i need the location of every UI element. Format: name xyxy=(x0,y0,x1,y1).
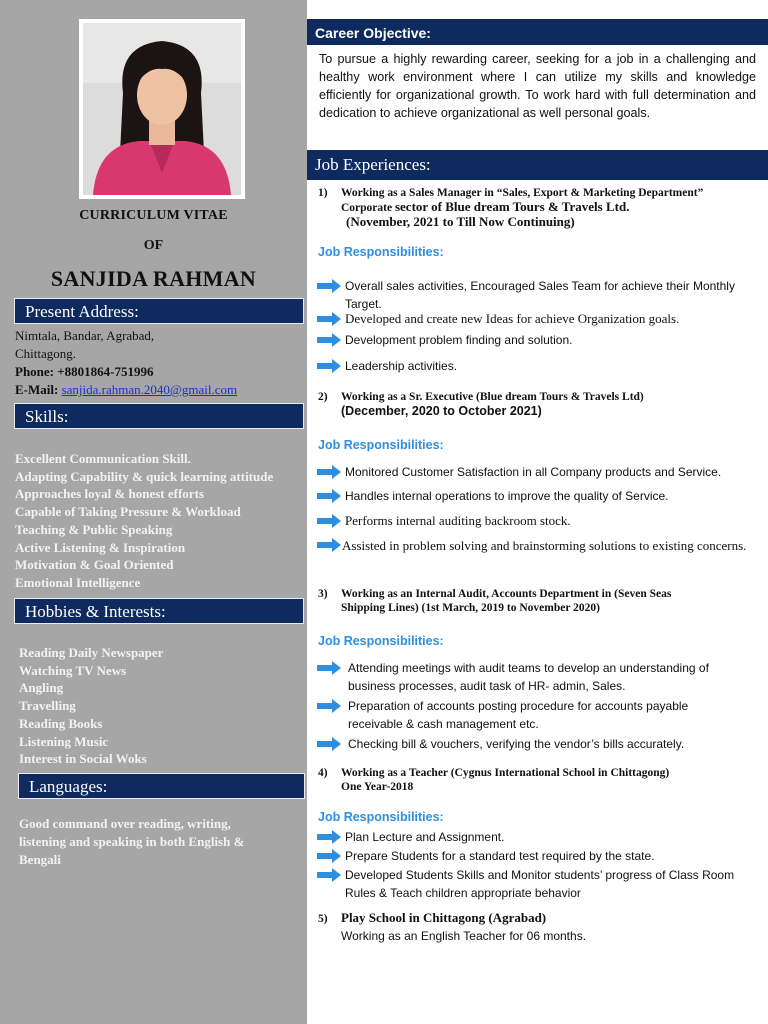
responsibility-item xyxy=(317,735,757,753)
responsibility-text: Performs internal auditing backroom stock. xyxy=(345,513,571,528)
responsibility-text: Development problem finding and solution. xyxy=(345,333,573,347)
hobby-item: Watching TV News xyxy=(19,662,127,678)
hobby-item: Interest in Social Woks xyxy=(19,751,147,767)
job-5-description: Working as an English Teacher for 06 months. xyxy=(341,929,587,943)
hobby-item: Travelling xyxy=(19,698,76,714)
right-arrow-icon xyxy=(317,312,341,326)
skill-item: Approaches loyal & honest efforts xyxy=(15,486,204,502)
responsibility-item xyxy=(317,535,757,557)
skill-item: Motivation & Goal Oriented xyxy=(15,557,174,573)
right-arrow-icon xyxy=(317,737,341,751)
job-number: 3) xyxy=(318,588,328,600)
job-number: 4) xyxy=(318,767,328,779)
job-title: Working as a Teacher (Cygnus International School in Chittagong) xyxy=(341,767,670,779)
email-label: E-Mail: xyxy=(15,382,62,397)
hobby-item: Angling xyxy=(19,680,64,696)
skill-item: Active Listening & Inspiration xyxy=(15,539,186,555)
responsibility-item xyxy=(317,277,757,313)
job-number: 5) xyxy=(318,913,328,925)
objective-heading: Career Objective: xyxy=(307,19,768,45)
responsibility-item xyxy=(317,866,737,902)
job-title: Working as an Internal Audit, Accounts Department in (Seven Seas xyxy=(341,588,672,600)
responsibility-item xyxy=(317,487,757,505)
hobby-item: Reading Daily Newspaper xyxy=(19,645,164,660)
objective-text: To pursue a highly rewarding career, seeking for a job in a challenging and healthy work environment where I can utilize my skills and knowledge efficiently for organizational growth. To work hard with full determination and dedication to achieve organizational as well personal goals. xyxy=(319,52,756,120)
responsibility-item xyxy=(317,512,757,530)
email-row xyxy=(15,381,237,399)
address-heading: Present Address: xyxy=(14,298,304,324)
responsibilities-label: Job Responsibilities: xyxy=(318,634,444,648)
email-link[interactable]: sanjida.rahman.2040@gmail.com xyxy=(61,382,238,397)
responsibility-text: Attending meetings with audit teams to develop an understanding of business processes, audit task of HR- admin, Sales. xyxy=(348,661,709,693)
responsibility-text: Monitored Customer Satisfaction in all Company products and Service. xyxy=(345,465,722,479)
responsibility-text: Plan Lecture and Assignment. xyxy=(345,830,505,844)
job-3-header xyxy=(318,587,758,615)
right-arrow-icon xyxy=(317,514,341,528)
right-arrow-icon xyxy=(317,465,341,479)
right-arrow-icon xyxy=(317,849,341,863)
responsibility-text: Preparation of accounts posting procedure for accounts payable receivable & cash management etc. xyxy=(348,699,689,731)
job-company-dates: Shipping Lines) (1st March, 2019 to November 2020) xyxy=(341,602,600,614)
right-arrow-icon xyxy=(317,661,341,675)
responsibility-item xyxy=(317,847,757,865)
responsibility-item xyxy=(317,310,757,328)
job-title: Working as a Sr. Executive (Blue dream Tours & Travels Ltd) xyxy=(341,391,644,403)
skill-item: Adapting Capability & quick learning attitude xyxy=(15,468,274,484)
address-line: Chittagong. xyxy=(15,346,77,361)
responsibilities-label: Job Responsibilities: xyxy=(318,438,444,452)
cv-title: CURRICULUM VITAE xyxy=(79,208,228,223)
right-arrow-icon xyxy=(317,489,341,503)
skill-item: Emotional Intelligence xyxy=(15,574,141,590)
experience-heading: Job Experiences: xyxy=(307,150,768,180)
address-block xyxy=(15,327,237,399)
right-arrow-icon xyxy=(317,830,341,844)
responsibility-text: Prepare Students for a standard test required by the state. xyxy=(345,849,655,863)
responsibility-text: Handles internal operations to improve the quality of Service. xyxy=(345,489,669,503)
languages-heading: Languages: xyxy=(18,773,305,799)
skills-heading: Skills: xyxy=(14,403,304,429)
job-4-header xyxy=(318,766,758,794)
job-2-header xyxy=(318,390,758,418)
profile-photo xyxy=(79,19,245,199)
responsibility-text: Developed Students Skills and Monitor students’ progress of Class Room Rules & Teach children appropriate behavior xyxy=(345,868,735,900)
skill-item: Excellent Communication Skill. xyxy=(15,451,191,466)
responsibility-text: Developed and create new Ideas for achieve Organization goals. xyxy=(345,311,680,326)
hobby-item: Listening Music xyxy=(19,733,109,749)
cv-of: OF xyxy=(143,238,164,253)
job-dates: (December, 2020 to October 2021) xyxy=(341,404,542,418)
responsibilities-label: Job Responsibilities: xyxy=(318,245,444,259)
right-arrow-icon xyxy=(317,868,341,882)
responsibility-item xyxy=(317,828,757,846)
job-title: Working as a Sales Manager in “Sales, Export & Marketing Department” xyxy=(341,187,704,199)
responsibility-text: Overall sales activities, Encouraged Sales Team for achieve their Monthly Target. xyxy=(345,279,735,311)
skill-item: Capable of Taking Pressure & Workload xyxy=(15,504,241,520)
responsibility-item xyxy=(317,659,737,695)
job-number: 2) xyxy=(318,391,328,403)
right-arrow-icon xyxy=(317,538,341,552)
skill-item: Teaching & Public Speaking xyxy=(15,521,173,537)
responsibility-text: Assisted in problem solving and brainstorming solutions to existing concerns. xyxy=(342,538,747,553)
address-line: Nimtala, Bandar, Agrabad, xyxy=(15,328,155,343)
job-title: Play School in Chittagong (Agrabad) xyxy=(341,910,547,925)
responsibilities-label: Job Responsibilities: xyxy=(318,810,444,824)
job-company: sector of Blue dream Tours & Travels Ltd. xyxy=(394,199,630,214)
right-arrow-icon xyxy=(317,333,341,347)
hobby-item: Reading Books xyxy=(19,715,103,731)
phone: Phone: +8801864-751996 xyxy=(15,364,154,379)
responsibility-text: Leadership activities. xyxy=(345,359,458,373)
responsibility-item xyxy=(317,331,757,349)
hobbies-heading: Hobbies & Interests: xyxy=(14,598,304,624)
hobbies-list xyxy=(19,644,163,768)
job-sector: Corporate xyxy=(341,202,395,214)
job-number: 1) xyxy=(318,187,328,199)
responsibility-item xyxy=(317,463,757,481)
right-arrow-icon xyxy=(317,279,341,293)
responsibility-text: Checking bill & vouchers, verifying the vendor’s bills accurately. xyxy=(348,737,685,751)
job-1-header xyxy=(318,186,758,229)
responsibility-item xyxy=(317,357,757,375)
responsibility-item xyxy=(317,697,737,733)
job-dates: (November, 2021 to Till Now Continuing) xyxy=(346,214,575,229)
right-arrow-icon xyxy=(317,359,341,373)
right-arrow-icon xyxy=(317,699,341,713)
skills-list xyxy=(15,450,273,592)
job-dates: One Year-2018 xyxy=(341,781,414,793)
candidate-name: SANJIDA RAHMAN xyxy=(50,266,257,291)
job-5-header xyxy=(318,910,546,926)
languages-text: Good command over reading, writing, listening and speaking in both English & Bengali xyxy=(19,816,245,867)
